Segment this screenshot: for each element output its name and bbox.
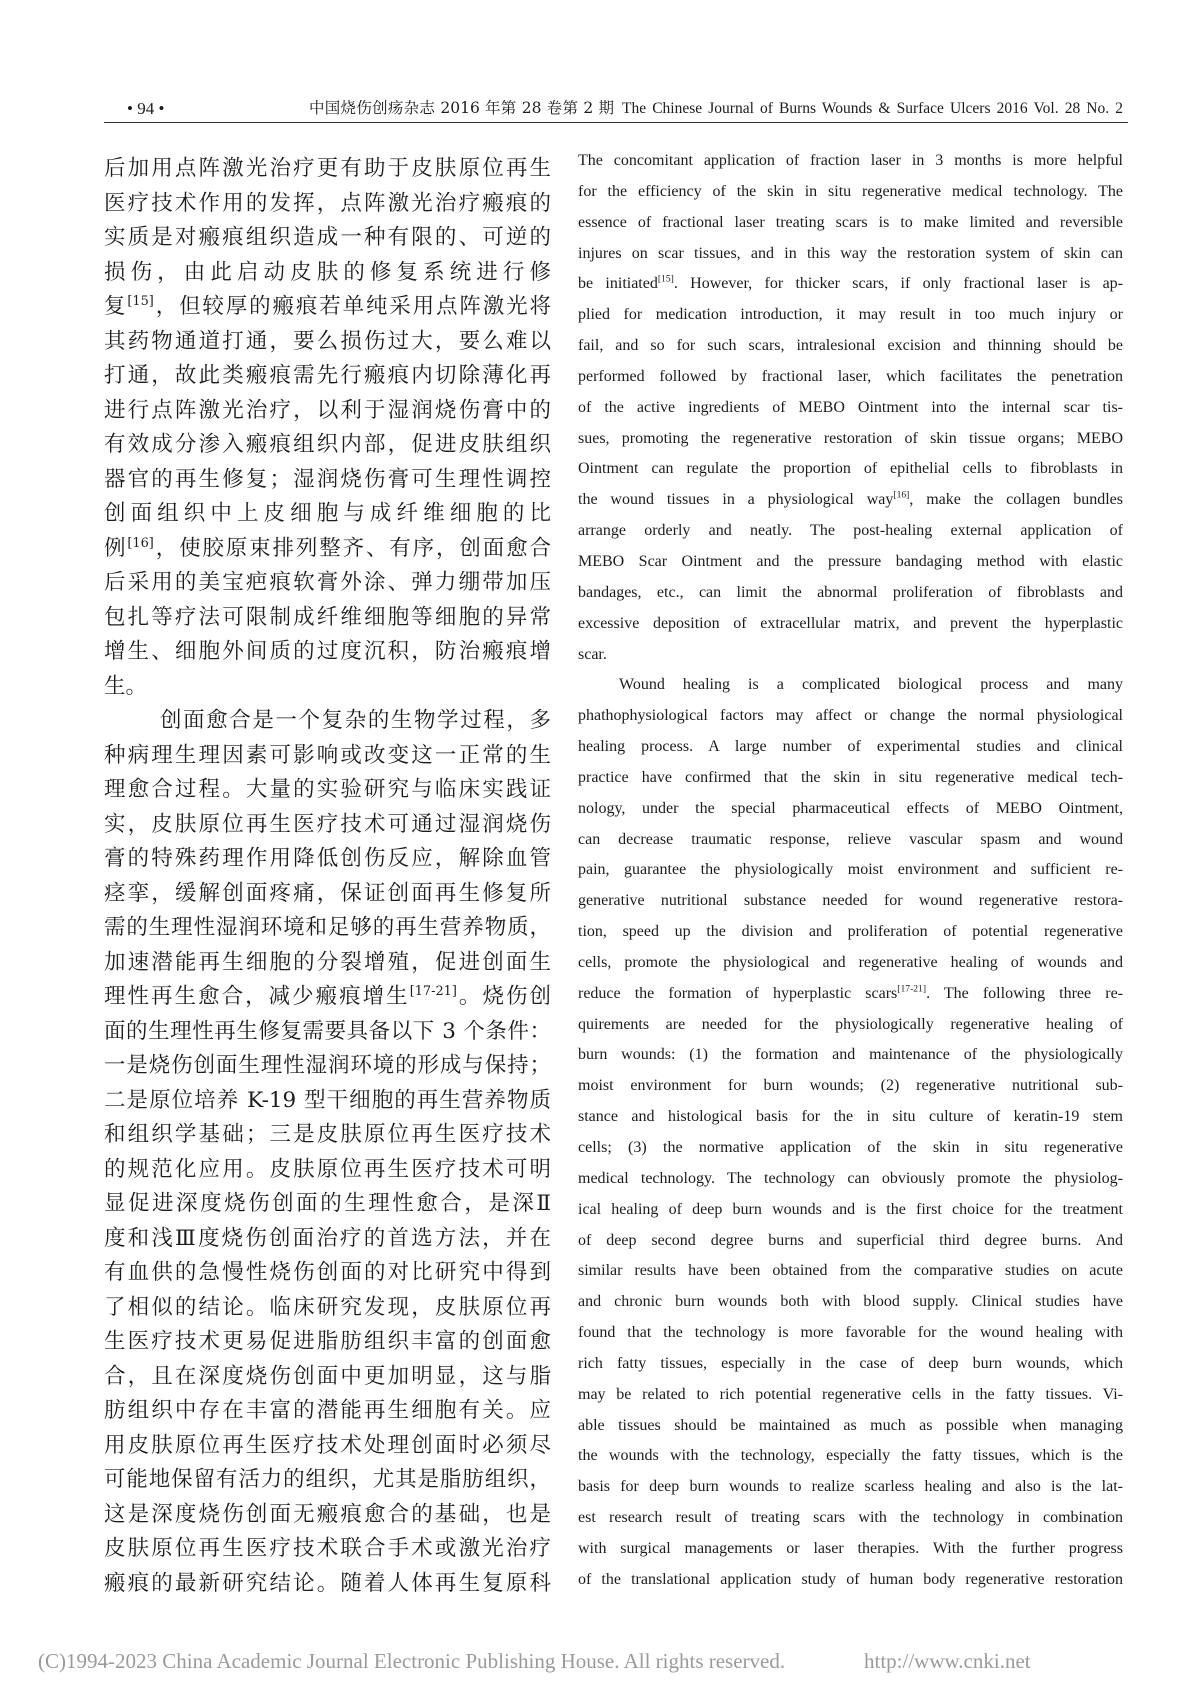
text-run: 需的生理性湿润环境和足够的再生营养物质， (104, 915, 551, 940)
chinese-text-line (104, 290, 551, 325)
text-run: cells, promote the physiological and regenerative healing of wounds and (578, 953, 1123, 971)
text-run: 种病理生理因素可影响或改变这一正常的生 (104, 742, 551, 768)
english-text-line (578, 362, 1123, 393)
text-run: 其药物通道打通，要么损伤过大，要么难以 (104, 328, 551, 354)
text-run: scar. (578, 645, 607, 663)
chinese-text-line (104, 187, 551, 222)
chinese-text-line (104, 773, 551, 808)
text-run: nology, under the special pharmaceutical effects of MEBO Ointment, (578, 799, 1123, 817)
text-run: essence of fractional laser treating scars is to make limited and reversible (578, 213, 1123, 231)
english-text-line (578, 1010, 1123, 1041)
chinese-text-line (104, 670, 551, 705)
english-text-line (578, 1441, 1123, 1472)
chinese-text-line (104, 1498, 551, 1533)
text-run: of deep second degree burns and superficial third degree burns. And (578, 1231, 1123, 1249)
english-text-line (578, 1040, 1123, 1071)
chinese-text-line (104, 463, 551, 498)
text-run: found that the technology is more favorable for the wound healing with (578, 1324, 1123, 1342)
chinese-text-line (104, 1532, 551, 1567)
english-text-line (578, 917, 1123, 948)
text-run: 瘢痕的最新研究结论。随着人体再生复原科 (104, 1570, 551, 1596)
english-text-column (578, 146, 1123, 1596)
text-run: 后采用的美宝疤痕软膏外涂、弹力绷带加压 (104, 570, 551, 595)
text-run: 肪组织中存在丰富的潜能再生细胞有关。应 (104, 1398, 551, 1423)
text-run: Wound healing is a complicated biological process and many (619, 676, 1123, 694)
text-run: , make the collagen bundles (909, 491, 1124, 509)
english-text-line (578, 1287, 1123, 1318)
chinese-text-line (104, 1222, 551, 1257)
chinese-text-line (104, 1187, 551, 1222)
text-run: tion, speed up the division and proliferation of potential regenerative (578, 923, 1123, 941)
text-run: healing process. A large number of experimental studies and clinical (578, 738, 1123, 756)
text-run: 复 (104, 294, 128, 319)
text-run: the wounds with the technology, especially the fatty tissues, which is the (578, 1447, 1123, 1465)
english-text-line (578, 269, 1123, 300)
text-run: 包扎等疗法可限制成纤维细胞等细胞的异常 (104, 604, 551, 630)
chinese-text-line (104, 428, 551, 463)
text-run: 理愈合过程。大量的实验研究与临床实践证 (104, 777, 551, 802)
english-text-line (578, 763, 1123, 794)
chinese-text-line (104, 911, 551, 946)
chinese-text-line (104, 566, 551, 601)
text-run: 和组织学基础；三是皮肤原位再生医疗技术 (104, 1122, 551, 1147)
chinese-text-line (104, 1015, 551, 1050)
text-run: of the translational application study of human body regenerative restoration (578, 1570, 1123, 1588)
text-run: of the active ingredients of MEBO Ointment into the internal scar tis- (578, 398, 1123, 416)
text-run: burn wounds: (1) the formation and maintenance of the physiologically (578, 1046, 1123, 1064)
english-text-line (578, 1472, 1123, 1503)
english-text-line (578, 1102, 1123, 1133)
english-text-line (578, 331, 1123, 362)
text-run: 有效成分渗入瘢痕组织内部，促进皮肤组织 (104, 432, 551, 457)
text-run: rich fatty tissues, especially in the case of deep burn wounds, which (578, 1354, 1123, 1372)
text-run: plied for medication introduction, it may result in too much injury or (578, 306, 1123, 324)
text-run: 器官的再生修复；湿润烧伤膏可生理性调控 (104, 466, 551, 492)
english-text-line (578, 855, 1123, 886)
chinese-text-line (104, 1049, 551, 1084)
text-run: 创面组织中上皮细胞与成纤维细胞的比 (104, 501, 551, 526)
text-run: 。烧伤创 (456, 984, 551, 1009)
text-run: 增生、细胞外间质的过度沉积，防治瘢痕增 (104, 639, 551, 664)
text-run: 打通，故此类瘢痕需先行瘢痕内切除薄化再 (104, 363, 551, 388)
chinese-text-line (104, 1360, 551, 1395)
text-run: 进行点阵激光治疗，以利于湿润烧伤膏中的 (104, 397, 551, 423)
chinese-text-line (104, 739, 551, 774)
chinese-text-line (104, 256, 551, 291)
text-run: 实，皮肤原位再生医疗技术可通过湿润烧伤 (104, 811, 551, 837)
text-run: . The following three re- (926, 984, 1123, 1002)
english-text-line (578, 393, 1123, 424)
text-run: 一是烧伤创面生理性湿润环境的形成与保持； (104, 1053, 551, 1078)
english-text-line (578, 300, 1123, 331)
text-run: can decrease traumatic response, relieve vascular spasm and wound (578, 830, 1123, 848)
text-run: 的规范化应用。皮肤原位再生医疗技术可明 (104, 1156, 551, 1182)
text-run: sues, promoting the regenerative restoration of skin tissue organs; MEBO (578, 429, 1123, 447)
text-run: ，使胶原束排列整齐、有序，创面愈合 (153, 535, 551, 561)
text-run: performed followed by fractional laser, which facilitates the penetration (578, 367, 1123, 385)
text-run: 加速潜能再生细胞的分裂增殖，促进创面生 (104, 949, 551, 975)
text-run: stance and histological basis for the in situ culture of keratin-19 stem (578, 1108, 1123, 1126)
english-text-line (578, 177, 1123, 208)
chinese-text-line (104, 635, 551, 670)
english-text-line (578, 1411, 1123, 1442)
text-run: ical healing of deep burn wounds and is the first choice for the treatment (578, 1200, 1123, 1218)
english-text-line (578, 1318, 1123, 1349)
text-run: medical technology. The technology can obviously promote the physiolog- (578, 1169, 1123, 1187)
citation-superscript: [16] (893, 489, 910, 501)
text-run: fail, and so for such scars, intralesional excision and thinning should be (578, 337, 1123, 355)
chinese-text-line (104, 497, 551, 532)
text-run: cells; (3) the normative application of the skin in situ regenerative (578, 1139, 1123, 1156)
english-text-line (578, 948, 1123, 979)
english-text-line (578, 1226, 1123, 1257)
text-run: bandages, etc., can limit the abnormal proliferation of fibroblasts and (578, 583, 1123, 601)
chinese-text-line (104, 877, 551, 912)
footer-copyright: (C)1994-2023 China Academic Journal Electronic Publishing House. All rights reserved. (38, 1649, 786, 1673)
chinese-text-line (104, 601, 551, 636)
text-run: 医疗技术作用的发挥，点阵激光治疗瘢痕的 (104, 190, 551, 216)
text-run: practice have confirmed that the skin in situ regenerative medical tech- (578, 768, 1123, 786)
english-text-line (578, 208, 1123, 239)
text-run: the wound tissues in a physiological way (578, 491, 894, 509)
chinese-text-line (104, 842, 551, 877)
english-text-line (578, 516, 1123, 547)
text-run: 痉挛，缓解创面疼痛，保证创面再生修复所 (104, 880, 551, 906)
citation-superscript: [17-21] (897, 983, 927, 995)
citation-superscript: [15] (657, 274, 674, 286)
english-text-line (578, 1380, 1123, 1411)
chinese-text-line (104, 1429, 551, 1464)
text-run: quirements are needed for the physiologically regenerative healing of (578, 1015, 1123, 1033)
text-run: basis for deep burn wounds to realize scarless healing and also is the lat- (578, 1478, 1123, 1496)
text-run: reduce the formation of hyperplastic scars (578, 984, 898, 1002)
chinese-text-line (104, 1325, 551, 1360)
english-text-line (578, 239, 1123, 270)
citation-superscript: [17-21] (409, 983, 457, 999)
citation-superscript: [15] (127, 293, 154, 309)
text-run: arrange orderly and neatly. The post-healing external application of (578, 522, 1123, 540)
chinese-text-line (104, 532, 551, 567)
text-run: 度和浅Ⅲ度烧伤创面治疗的首选方法，并在 (104, 1225, 551, 1251)
chinese-text-line (104, 221, 551, 256)
english-text-line (578, 454, 1123, 485)
text-run: 二是原位培养 K-19 型干细胞的再生营养物质 (104, 1087, 551, 1113)
text-run: 生医疗技术更易促进脂肪组织丰富的创面愈 (104, 1329, 551, 1354)
english-text-line (578, 424, 1123, 455)
chinese-text-line (104, 1256, 551, 1291)
chinese-text-line (104, 152, 551, 187)
english-text-line (578, 701, 1123, 732)
english-text-line (578, 547, 1123, 578)
running-header-chinese: 中国烧伤创疡杂志 2016 年第 28 卷第 2 期 (309, 99, 614, 117)
text-run: 实质是对瘢痕组织造成一种有限的、可逆的 (104, 225, 551, 250)
english-text-line (578, 732, 1123, 763)
chinese-text-column (104, 152, 551, 1601)
chinese-text-line (104, 980, 551, 1015)
chinese-text-line (104, 1394, 551, 1429)
english-text-line (578, 1164, 1123, 1195)
chinese-text-line (104, 1118, 551, 1153)
text-run: 用皮肤原位再生医疗技术处理创面时必须尽 (104, 1432, 551, 1458)
text-run: 这是深度烧伤创面无瘢痕愈合的基础，也是 (104, 1501, 551, 1527)
text-run: est research result of treating scars with the technology in combination (578, 1509, 1123, 1527)
english-text-line (578, 609, 1123, 640)
text-run: may be related to rich potential regenerative cells in the fatty tissues. Vi- (578, 1385, 1123, 1403)
text-run: 理性再生愈合，减少瘢痕增生 (104, 984, 410, 1009)
text-run: 创面愈合是一个复杂的生物学过程，多 (160, 708, 551, 733)
english-text-line (578, 640, 1123, 671)
chinese-text-line (104, 1153, 551, 1188)
english-text-line (578, 979, 1123, 1010)
footer-url: http://www.cnki.net (864, 1649, 1031, 1673)
chinese-text-line (104, 1291, 551, 1326)
text-run: 皮肤原位再生医疗技术联合手术或激光治疗 (104, 1536, 551, 1561)
text-run: phathophysiological factors may affect or change the normal physiological (578, 707, 1123, 725)
text-run: pain, guarantee the physiologically moist environment and sufficient re- (578, 861, 1123, 879)
text-run: generative nutritional substance needed for wound regenerative restora- (578, 892, 1123, 910)
header-rule (104, 122, 1128, 123)
english-text-line (578, 485, 1123, 516)
english-text-line (578, 1349, 1123, 1380)
english-text-line (578, 1503, 1123, 1534)
chinese-text-line (104, 946, 551, 981)
text-run: Ointment can regulate the proportion of epithelial cells to fibroblasts in (578, 460, 1123, 478)
chinese-text-line (104, 1567, 551, 1602)
english-text-line (578, 1071, 1123, 1102)
english-text-line (578, 578, 1123, 609)
english-text-line (578, 1256, 1123, 1287)
text-run: able tissues should be maintained as much as possible when managing (578, 1416, 1123, 1434)
text-run: 可能地保留有活力的组织，尤其是脂肪组织， (104, 1467, 551, 1492)
text-run: and chronic burn wounds both with blood supply. Clinical studies have (578, 1293, 1123, 1311)
text-run: 面的生理性再生修复需要具备以下 3 个条件： (104, 1018, 551, 1044)
chinese-text-line (104, 359, 551, 394)
english-text-line (578, 146, 1123, 177)
text-run: ，但较厚的瘢痕若单纯采用点阵激光将 (153, 294, 551, 319)
text-run: The concomitant application of fraction laser in 3 months is more helpful (578, 152, 1123, 169)
text-run: 有血供的急慢性烧伤创面的对比研究中得到 (104, 1260, 551, 1285)
english-text-line (578, 670, 1123, 701)
text-run: excessive deposition of extracellular matrix, and prevent the hyperplastic (578, 614, 1123, 632)
english-text-line (578, 1195, 1123, 1226)
text-run: injures on scar tissues, and in this way the restoration system of skin can (578, 244, 1123, 262)
text-run: 了相似的结论。临床研究发现，皮肤原位再 (104, 1294, 551, 1320)
text-run: with surgical managements or laser therapies. With the further progress (578, 1539, 1123, 1557)
chinese-text-line (104, 1084, 551, 1119)
english-text-line (578, 1534, 1123, 1565)
text-run: 生。 (104, 673, 148, 699)
text-run: for the efficiency of the skin in situ regenerative medical technology. The (578, 182, 1123, 200)
text-run: similar results have been obtained from the comparative studies on acute (578, 1262, 1123, 1280)
text-run: moist environment for burn wounds; (2) regenerative nutritional sub- (578, 1077, 1123, 1095)
text-run: 例 (104, 535, 128, 561)
text-run: 后加用点阵激光治疗更有助于皮肤原位再生 (104, 156, 551, 181)
text-run: 合，且在深度烧伤创面中更加明显，这与脂 (104, 1363, 551, 1389)
chinese-text-line (104, 394, 551, 429)
text-run: 显促进深度烧伤创面的生理性愈合，是深Ⅱ (104, 1191, 551, 1216)
chinese-text-line (104, 325, 551, 360)
english-text-line (578, 825, 1123, 856)
text-run: 膏的特殊药理作用降低创伤反应，解除血管 (104, 846, 551, 871)
chinese-text-line (104, 1463, 551, 1498)
english-text-line (578, 1133, 1123, 1164)
english-text-line (578, 886, 1123, 917)
running-header-english: The Chinese Journal of Burns Wounds & Surface Ulcers 2016 Vol. 28 No. 2 (622, 100, 1123, 117)
chinese-text-line (104, 704, 551, 739)
english-text-line (578, 794, 1123, 825)
page-number: • 94 • (127, 99, 165, 118)
english-text-line (578, 1565, 1123, 1596)
text-run: 损伤，由此启动皮肤的修复系统进行修 (104, 259, 551, 285)
text-run: . However, for thicker scars, if only fractional laser is ap- (673, 275, 1123, 293)
text-run: be initiated (578, 275, 658, 293)
citation-superscript: [16] (127, 535, 154, 551)
chinese-text-line (104, 808, 551, 843)
text-run: MEBO Scar Ointment and the pressure bandaging method with elastic (578, 552, 1123, 570)
